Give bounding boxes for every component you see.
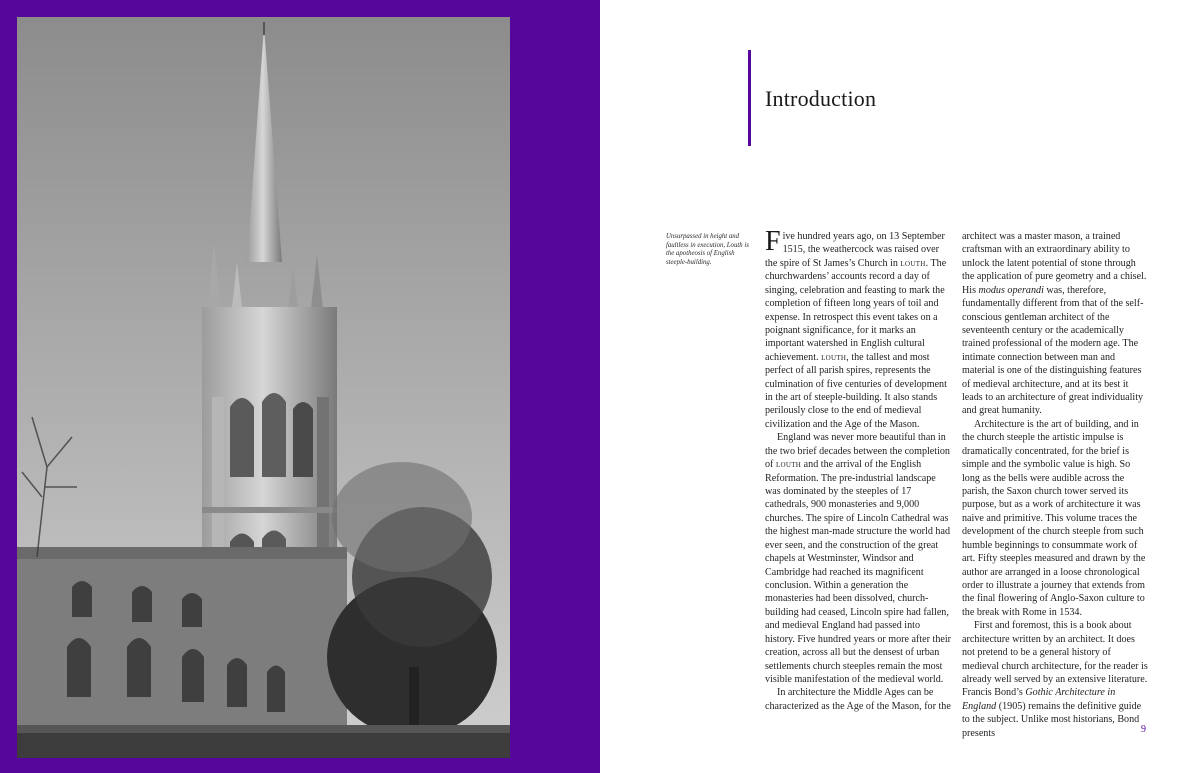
- right-page: [600, 0, 1200, 773]
- italic-phrase: modus operandi: [978, 284, 1044, 296]
- page-number: 9: [1141, 724, 1146, 735]
- paragraph-text: and the arrival of the English Reformation. The pre-industrial landscape was dominated by the steeples of 17 cathedrals, 900 monasteries and 9,000 churches. The spire of Lincoln Cathedral was the highest man-made structure the world had ever seen, and the construction of the great chapels at Westminster, Windsor and Cambridge had reached its magnificent conclusion. Within a generation the monasteries had been dissolved, church-building had ceased, Lincoln spire had fallen, and medieval England had passed into history. Five hundred years or more after their creation, across all but the densest of urban settlements church steeples remain the most visible manifestation of the medieval world.: [765, 459, 952, 685]
- paragraph: [962, 230, 1149, 418]
- small-caps-place-name: louth: [775, 459, 802, 471]
- paragraph-text: England was never more beautiful than in the two brief decades between the completion of: [765, 432, 950, 471]
- paragraph-text: (1905) remains the definitive guide to the subject. Unlike most historians, Bond presents: [962, 700, 1142, 739]
- small-caps-place-name: louth: [821, 351, 847, 363]
- text-column-2: [962, 230, 1149, 740]
- chapter-title: Introduction: [765, 86, 877, 111]
- text-column-1: [765, 226, 952, 713]
- paragraph-text: First and foremost, this is a book about architecture written by an architect. It does not pretend to be a general history of medieval church architecture, for the reader is already well served by an extensive literature. Francis Bond’s: [962, 620, 1148, 699]
- paragraph: [765, 431, 952, 686]
- church-photo-illustration: [17, 17, 510, 758]
- small-caps-place-name: louth: [900, 257, 926, 269]
- title-accent-rule: [748, 50, 751, 146]
- paragraph-text: ive hundred years ago, on 13 September 1515, the weathercock was raised over the spire of St James’s Church in: [765, 231, 945, 269]
- church-photograph: [17, 17, 510, 758]
- paragraph-text: , the tallest and most perfect of all parish spires, represents the culmination of five centuries of development in the art of steeple-building. It also stands perilously close to the end of medieval civilization and the Age of the Mason.: [765, 351, 947, 430]
- paragraph: [765, 226, 952, 431]
- paragraph-text: was, therefore, fundamentally different from that of the self-conscious gentleman architect of the seventeenth century or the academically trained professional of the modern age. The intimate connection between man and material is one of the distinguishing features of medieval architecture, and at its best it leads to an architecture of great individuality and great humanity.: [962, 284, 1144, 417]
- paragraph: In architecture the Middle Ages can be characterized as the Age of the Mason, for the: [765, 687, 951, 712]
- book-title: Gothic Architecture in England: [962, 687, 1116, 712]
- paragraph: [962, 619, 1149, 740]
- paragraph-text: . The churchwardens’ accounts record a day of singing, celebration and feasting to mark the completion of fifteen long years of toil and expense. In retrospect this event takes on a poignant significance, for it marks an important watershed in English cultural achievement.: [765, 257, 947, 363]
- photo-caption: Unsurpassed in height and faultless in execution, Louth is the apotheosis of English steeple-building.: [666, 233, 749, 266]
- paragraph-text: architect was a master mason, a trained craftsman with an extraordinary ability to unlock the latent potential of stone through the application of pure geometry and a chisel. His: [962, 231, 1147, 296]
- paragraph: Architecture is the art of building, and in the church steeple the artistic impulse is dramatically concentrated, for the brief is simple and the symbolic value is high. So long as the bells were audible across the parish, the Saxon church tower served its purpose, but as a work of architecture it was naive and primitive. This volume traces the development of the church steeple from such humble beginnings to consummate work of art. Fifty steeples measured and drawn by the author are arranged in a loose chronological order to illustrate a journey that extends from the final flowering of Anglo-Saxon culture to the break with Rome in 1534.: [962, 418, 1146, 618]
- drop-cap: F: [765, 226, 781, 257]
